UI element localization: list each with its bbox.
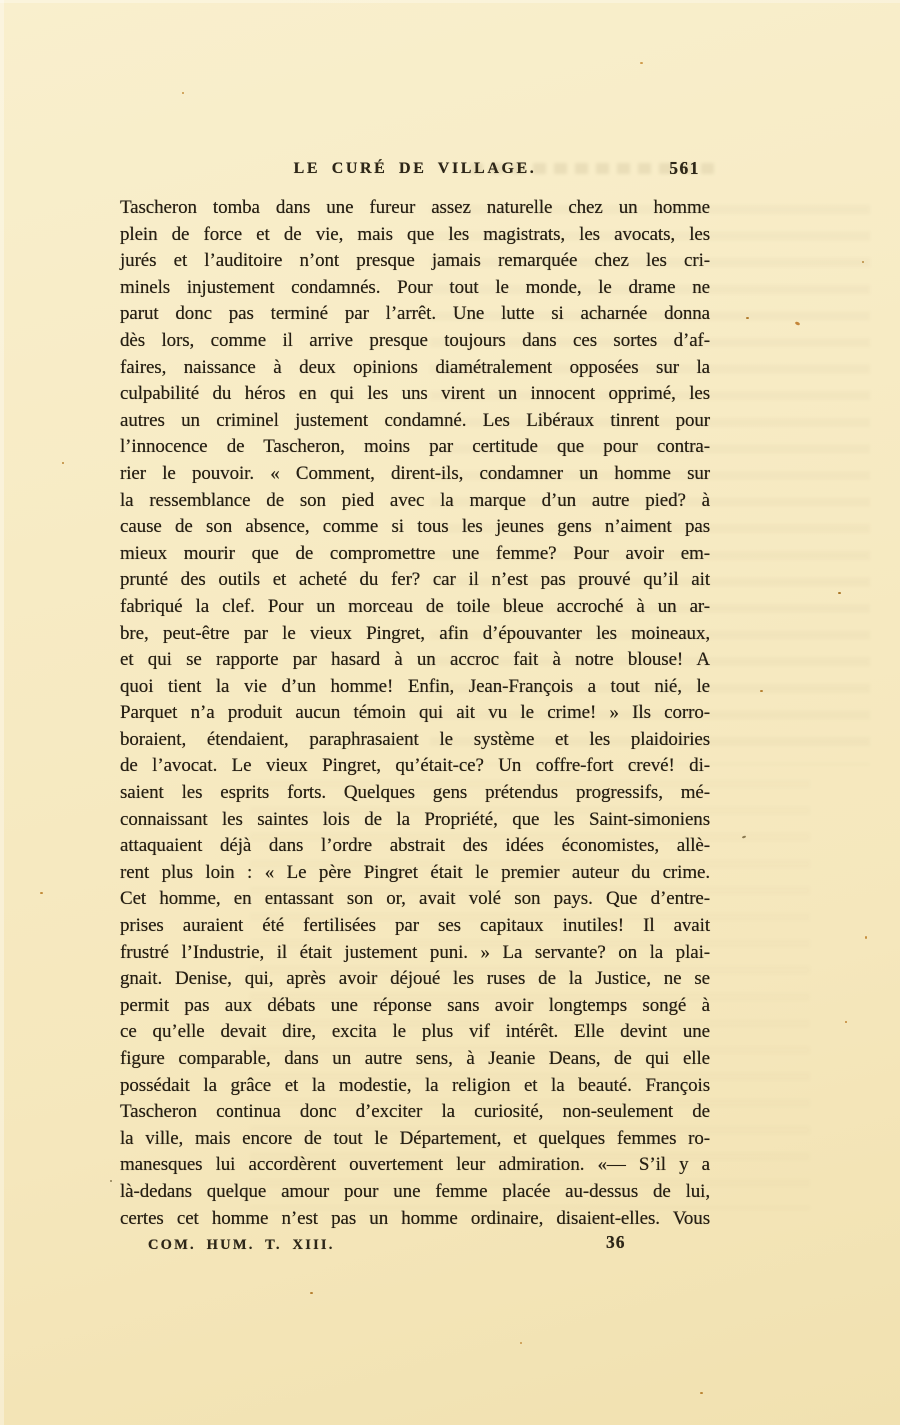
text-line: ce qu’elle devait dire, excita le plus vif intérêt. Elle devint une [120, 1021, 710, 1043]
text-line: prunté des outils et acheté du fer? car il n’est pas prouvé qu’il ait [120, 569, 710, 591]
paper-speck [838, 592, 841, 594]
text-line: certes cet homme n’est pas un homme ordinaire, disaient-elles. Vous [120, 1207, 710, 1229]
text-line: autres un criminel justement condamné. Les Libéraux tinrent pour [120, 409, 710, 431]
text-line: dès lors, comme il arrive presque toujours dans ces sortes d’af- [120, 329, 710, 351]
text-line: faires, naissance à deux opinions diamétralement opposées sur la [120, 356, 710, 378]
text-line: Cet homme, en entassant son or, avait volé son pays. Que d’entre- [120, 888, 710, 910]
text-line: manesques lui accordèrent ouvertement leur admiration. «— S’il y a [120, 1154, 710, 1176]
text-line: mieux mourir que de compromettre une femme? Pour avoir em- [120, 542, 710, 564]
text-line: quoi tient la vie d’un homme! Enfin, Jean-François a tout nié, le [120, 675, 710, 697]
paper-speck [742, 835, 746, 838]
text-line: l’innocence de Tascheron, moins par certitude que pour contra- [120, 436, 710, 458]
paper-speck [700, 1392, 703, 1394]
text-line: connaissant les saintes lois de la Propriété, que les Saint-simoniens [120, 808, 710, 830]
paper-speck [865, 936, 867, 939]
text-line: Parquet n’a produit aucun témoin qui ait vu le crime! » Ils corro- [120, 702, 710, 724]
text-line: minels injustement condamnés. Pour tout le monde, le drame ne [120, 276, 710, 298]
text-line: la ville, mais encore de tout le Département, et quelques femmes ro- [120, 1127, 710, 1149]
text-line: Tascheron tomba dans une fureur assez naturelle chez un homme [120, 197, 710, 218]
text-line: parut donc pas terminé par l’arrêt. Une lutte si acharnée donna [120, 303, 710, 325]
paper-speck [520, 1342, 522, 1344]
text-line: prises auraient été fertilisées par ses capitaux inutiles! Il avait [120, 915, 710, 937]
text-line: possédait la grâce et la modestie, la religion et la beauté. François [120, 1074, 710, 1096]
text-line: rier le pouvoir. « Comment, dirent-ils, condamner un homme sur [120, 462, 710, 484]
text-line: rent plus loin : « Le père Pingret était le premier auteur du crime. [120, 861, 710, 883]
text-line: figure comparable, dans un autre sens, à Jeanie Deans, de qui elle [120, 1048, 710, 1069]
text-line: jurés et l’auditoire n’ont presque jamais remarquée chez les cri- [120, 250, 710, 272]
running-title: LE CURÉ DE VILLAGE. [293, 160, 537, 177]
text-line: boraient, étendaient, paraphrasaient le système et les plaidoiries [120, 728, 710, 750]
body-text [120, 195, 710, 1232]
text-line: frustré l’Industrie, il était justement puni. » La servante? on la plai- [120, 941, 710, 963]
text-line: et qui se rapporte par hasard à un accroc fait à notre blouse! A [120, 649, 710, 671]
paper-speck [310, 1292, 313, 1294]
text-line: bre, peut-être par le vieux Pingret, afin d’épouvanter les moineaux, [120, 622, 710, 644]
paper-speck [862, 261, 864, 263]
paper-speck [110, 1180, 112, 1182]
text-line: de l’avocat. Le vieux Pingret, qu’était-ce? Un coffre-fort crevé! di- [120, 755, 710, 777]
sheet-signature-number: 36 [606, 1232, 626, 1252]
paper-speck [40, 892, 43, 894]
page-number: 561 [669, 158, 700, 178]
volume-signature: COM. HUM. T. XIII. [148, 1237, 335, 1253]
text-line: cause de son absence, comme si tous les jeunes gens n’aiment pas [120, 516, 710, 538]
text-line: attaquaient déjà dans l’ordre abstrait des idées économistes, allè- [120, 835, 710, 857]
paper-speck [845, 1021, 847, 1023]
text-line: Tascheron continua donc d’exciter la curiosité, non-seulement de [120, 1101, 710, 1123]
page-header [120, 160, 710, 186]
paper-speck [62, 462, 64, 464]
paper-speck [746, 317, 749, 319]
text-line: là-dedans quelque amour pour une femme placée au-dessus de lui, [120, 1180, 710, 1202]
paper-speck [182, 92, 184, 94]
paper-speck [640, 62, 643, 64]
text-line: saient les esprits forts. Quelques gens prétendus progressifs, mé- [120, 782, 710, 804]
page-footer [120, 1234, 710, 1260]
paper-speck [795, 321, 801, 326]
paper-speck [760, 690, 763, 692]
text-line: plein de force et de vie, mais que les magistrats, les avocats, les [120, 223, 710, 245]
text-line: fabriqué la clef. Pour un morceau de toile bleue accroché à un ar- [120, 595, 710, 617]
text-line: gnait. Denise, qui, après avoir déjoué les ruses de la Justice, ne se [120, 968, 710, 990]
text-line: culpabilité du héros en qui les uns virent un innocent opprimé, les [120, 383, 710, 405]
text-line: permit pas aux débats une réponse sans avoir longtemps songé à [120, 994, 710, 1016]
text-line: la ressemblance de son pied avec la marque d’un autre pied? à [120, 489, 710, 511]
